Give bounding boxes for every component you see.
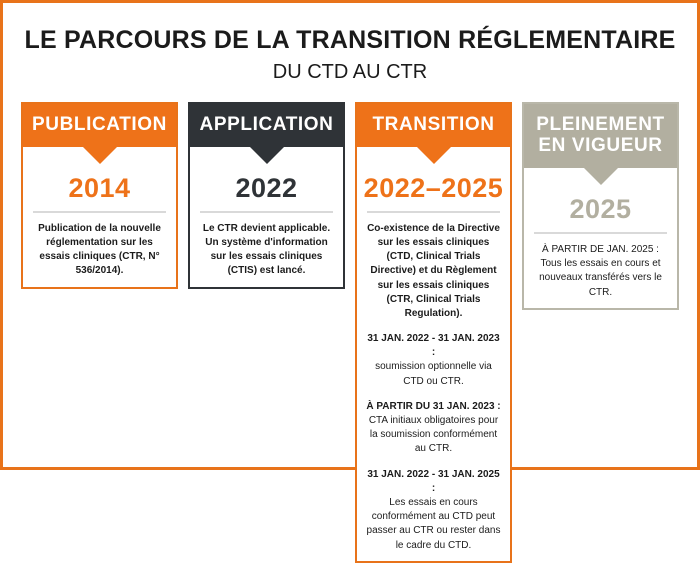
paragraph-lead: À PARTIR DU 31 JAN. 2023 : (366, 400, 501, 412)
column-card (188, 102, 345, 289)
column-paragraph (524, 234, 677, 300)
column-card (355, 102, 512, 563)
paragraph-text: Les essais en cours conformément au CTD peut passer au CTR ou rester dans le cadre du CTD. (366, 496, 501, 551)
paragraph-text: soumission optionnelle via CTD ou CTR. (375, 361, 492, 387)
column-banner (524, 104, 677, 169)
column-year: 2022–2025 (363, 172, 504, 203)
column-banner-label: PLEINEMENT EN VIGUEUR (536, 113, 665, 156)
column-paragraph (357, 400, 510, 457)
column-card (522, 102, 679, 310)
column-banner-label: TRANSITION (372, 113, 495, 135)
arrow-down-icon (416, 146, 452, 164)
page-subtitle: DU CTD AU CTR (272, 60, 428, 83)
column-banner (23, 104, 176, 147)
infographic-inner (3, 3, 697, 551)
paragraph-lead: À PARTIR DE JAN. 2025 : (542, 244, 659, 256)
column-body: Publication de la nouvelle réglementation sur les essais cliniques (CTR, N° 536/2014). (38, 222, 161, 277)
column-year: 2025 (569, 194, 632, 225)
paragraph-lead: 31 JAN. 2022 - 31 JAN. 2025 : (367, 468, 500, 494)
arrow-down-icon (82, 146, 118, 164)
timeline-column-application (188, 102, 345, 289)
column-paragraph (357, 468, 510, 553)
timeline-column-publication (21, 102, 178, 289)
column-year: 2022 (235, 172, 298, 203)
page-title: LE PARCOURS DE LA TRANSITION RÉGLEMENTAIRE (24, 26, 676, 54)
column-banner (190, 104, 343, 147)
paragraph-lead: 31 JAN. 2022 - 31 JAN. 2023 : (367, 333, 500, 359)
column-year: 2014 (68, 172, 131, 203)
column-paragraph (357, 332, 510, 389)
column-banner (357, 104, 510, 147)
column-banner-label: PUBLICATION (31, 113, 168, 135)
paragraph-text: CTA initiaux obligatoires pour la soumission conformément au CTR. (368, 415, 499, 455)
column-body: Co-existence de la Directive sur les essais cliniques (CTD, Clinical Trials Directive) et du Règlement sur les essais cliniques (CTR, Clinical Trials Regulation). (367, 222, 500, 319)
column-body: Le CTR devient applicable. Un système d'information sur les essais cliniques (CTIS) est lancé. (202, 222, 331, 277)
paragraph-text: Tous les essais en cours et nouveaux transférés vers le CTR. (539, 258, 662, 298)
timeline-column-pleinement-en-vigueur (522, 102, 679, 310)
arrow-down-icon (249, 146, 285, 164)
arrow-down-icon (583, 167, 619, 185)
timeline-column-transition (355, 102, 512, 563)
column-card (21, 102, 178, 289)
timeline-columns (21, 102, 679, 563)
column-banner-label: APPLICATION (199, 113, 334, 135)
